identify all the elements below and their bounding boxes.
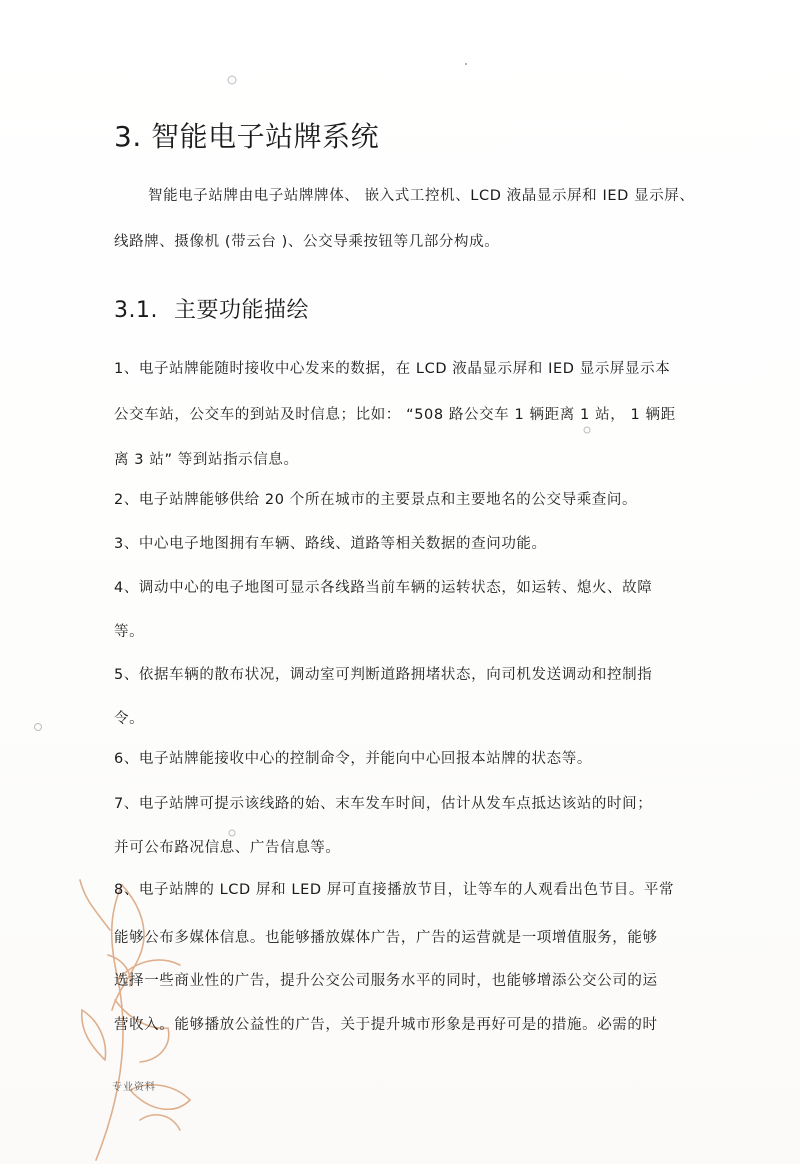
item-7-line-1: 7、电子站牌可提示该线路的始、末车发车时间，估计从发车点抵达该站的时间； xyxy=(114,796,653,812)
subsection-heading xyxy=(114,293,309,324)
item-1-line-1: 1、电子站牌能随时接收中心发来的数据，在 LCD 液晶显示屏和 IED 显示屏显示本 xyxy=(114,361,671,377)
item-8-line-1: 8、电子站牌的 LCD 屏和 LED 屏可直接播放节目，让等车的人观看出色节目。平常 xyxy=(114,882,675,898)
item-4-line-1: 4、调动中心的电子地图可显示各线路当前车辆的运转状态，如运转、熄火、故障 xyxy=(114,580,653,596)
item-1-line-2: 公交车站，公交车的到站及时信息；比如： “508 路公交车 1 辆距离 1 站， 1 辆距 xyxy=(114,407,676,423)
item-8-line-2: 能够公布多媒体信息。也能够播放媒体广告，广告的运营就是一项增值服务，能够 xyxy=(114,930,658,946)
item-2: 2、电子站牌能够供给 20 个所在城市的主要景点和主要地名的公交导乘查问。 xyxy=(114,492,638,508)
item-7-line-2: 并可公布路况信息、广告信息等。 xyxy=(114,840,341,856)
item-1-line-3: 离 3 站” 等到站指示信息。 xyxy=(114,452,299,468)
item-8-line-4: 营收入。能够播放公益性的广告，关于提升城市形象是再好可是的措施。必需的时 xyxy=(114,1017,658,1033)
intro-line-1: 智能电子站牌由电子站牌牌体、 嵌入式工控机、LCD 液晶显示屏和 IED 显示屏、 xyxy=(148,188,695,204)
intro-line-2: 线路牌、摄像机 (带云台 )、公交导乘按钮等几部分构成。 xyxy=(114,234,500,250)
item-4-line-2: 等。 xyxy=(114,624,145,640)
subsection-number: 3.1. xyxy=(114,298,158,323)
item-5-line-2: 令。 xyxy=(114,711,145,727)
item-3: 3、中心电子地图拥有车辆、路线、道路等相关数据的查问功能。 xyxy=(114,536,547,552)
item-6: 6、电子站牌能接收中心的控制命令，并能向中心回报本站牌的状态等。 xyxy=(114,751,592,767)
footer-label: 专业资料 xyxy=(112,1082,156,1093)
section-heading: 3. 智能电子站牌系统 xyxy=(114,120,380,153)
subsection-title: 主要功能描绘 xyxy=(173,298,309,323)
item-5-line-1: 5、依据车辆的散布状况，调动室可判断道路拥堵状态，向司机发送调动和控制指 xyxy=(114,667,653,683)
item-8-line-3: 选择一些商业性的广告，提升公交公司服务水平的同时，也能够增添公交公司的运 xyxy=(114,973,658,989)
